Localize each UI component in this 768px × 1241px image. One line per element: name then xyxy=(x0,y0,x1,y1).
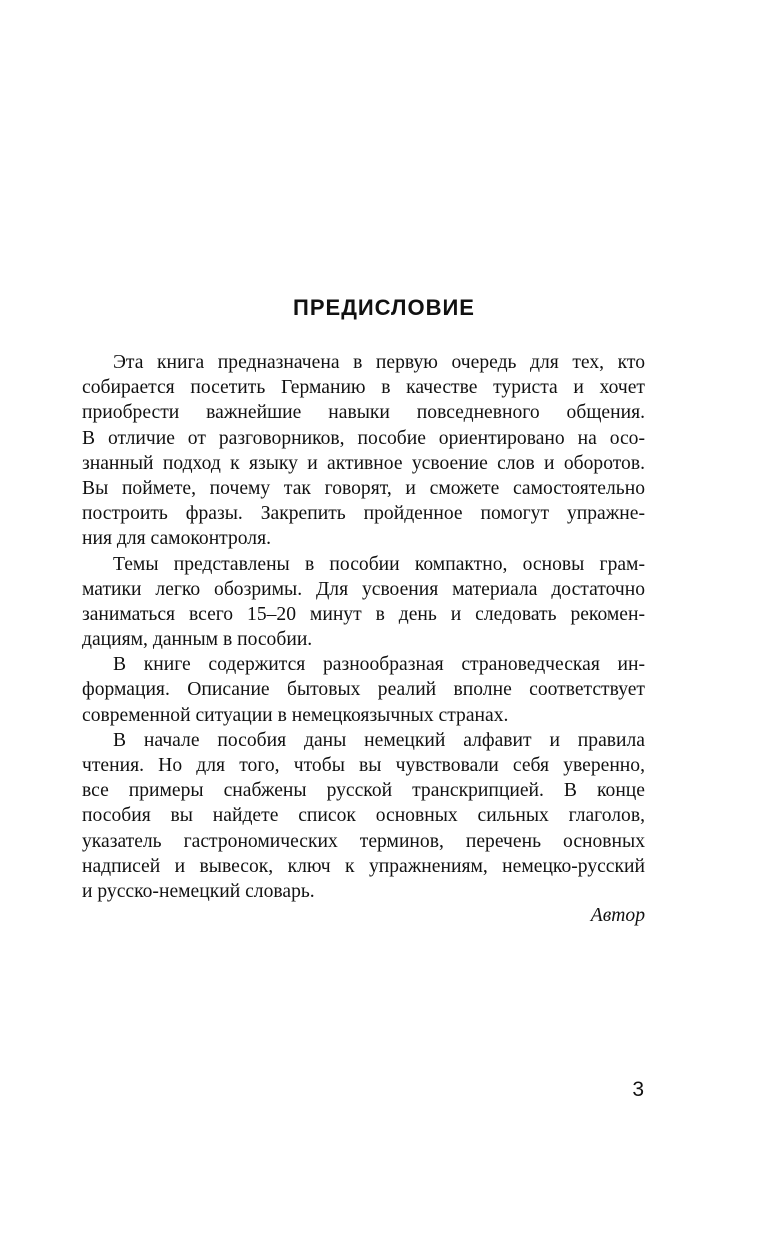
text-line: надписей и вывесок, ключ к упражнениям, немецко-русский xyxy=(82,855,645,877)
paragraph-4 xyxy=(82,728,645,904)
text-line: указатель гастрономических терминов, перечень основных xyxy=(82,830,645,852)
text-line: современной ситуации в немецкоязычных странах. xyxy=(82,704,509,726)
text-line: В начале пособия даны немецкий алфавит и правила xyxy=(113,729,645,751)
paragraph-1 xyxy=(82,350,645,552)
text-line: все примеры снабжены русской транскрипцией. В конце xyxy=(82,780,645,802)
text-line: В книге содержится разнообразная страноведческая ин- xyxy=(113,654,645,676)
text-line: формация. Описание бытовых реалий вполне соответствует xyxy=(82,679,645,701)
text-line: Эта книга предназначена в первую очередь для тех, кто xyxy=(113,352,645,373)
text-line: Темы представлены в пособии компактно, основы грам- xyxy=(113,553,645,575)
text-line: В отличие от разговорников, пособие ориентировано на осо- xyxy=(82,427,645,449)
text-line: пособия вы найдете список основных сильных глаголов, xyxy=(82,805,645,827)
text-line: построить фразы. Закрепить пройденное помогут упражне- xyxy=(82,503,645,525)
page-number: 3 xyxy=(632,1078,644,1101)
paragraph-2 xyxy=(82,552,645,653)
page-title: ПРЕДИСЛОВИЕ xyxy=(293,295,475,320)
text-line: дациям, данным в пособии. xyxy=(82,629,313,651)
author-signature: Автор xyxy=(590,905,645,926)
text-line: и русско-немецкий словарь. xyxy=(82,880,315,902)
text-line: собирается посетить Германию в качестве туриста и хочет xyxy=(82,377,645,399)
text-line: матики легко обозримы. Для усвоения материала достаточно xyxy=(82,578,645,600)
text-line: чтения. Но для того, чтобы вы чувствовали себя уверенно, xyxy=(82,755,645,776)
paragraph-3 xyxy=(82,652,645,728)
text-line: ния для самоконтроля. xyxy=(82,528,272,550)
text-line: заниматься всего 15–20 минут в день и следовать рекомен- xyxy=(82,603,645,625)
text-line: приобрести важнейшие навыки повседневного общения. xyxy=(82,402,645,424)
text-line: Вы поймете, почему так говорят, и сможете самостоятельно xyxy=(82,477,645,499)
preface-body xyxy=(82,350,645,904)
text-line: знанный подход к языку и активное усвоение слов и оборотов. xyxy=(82,452,645,474)
